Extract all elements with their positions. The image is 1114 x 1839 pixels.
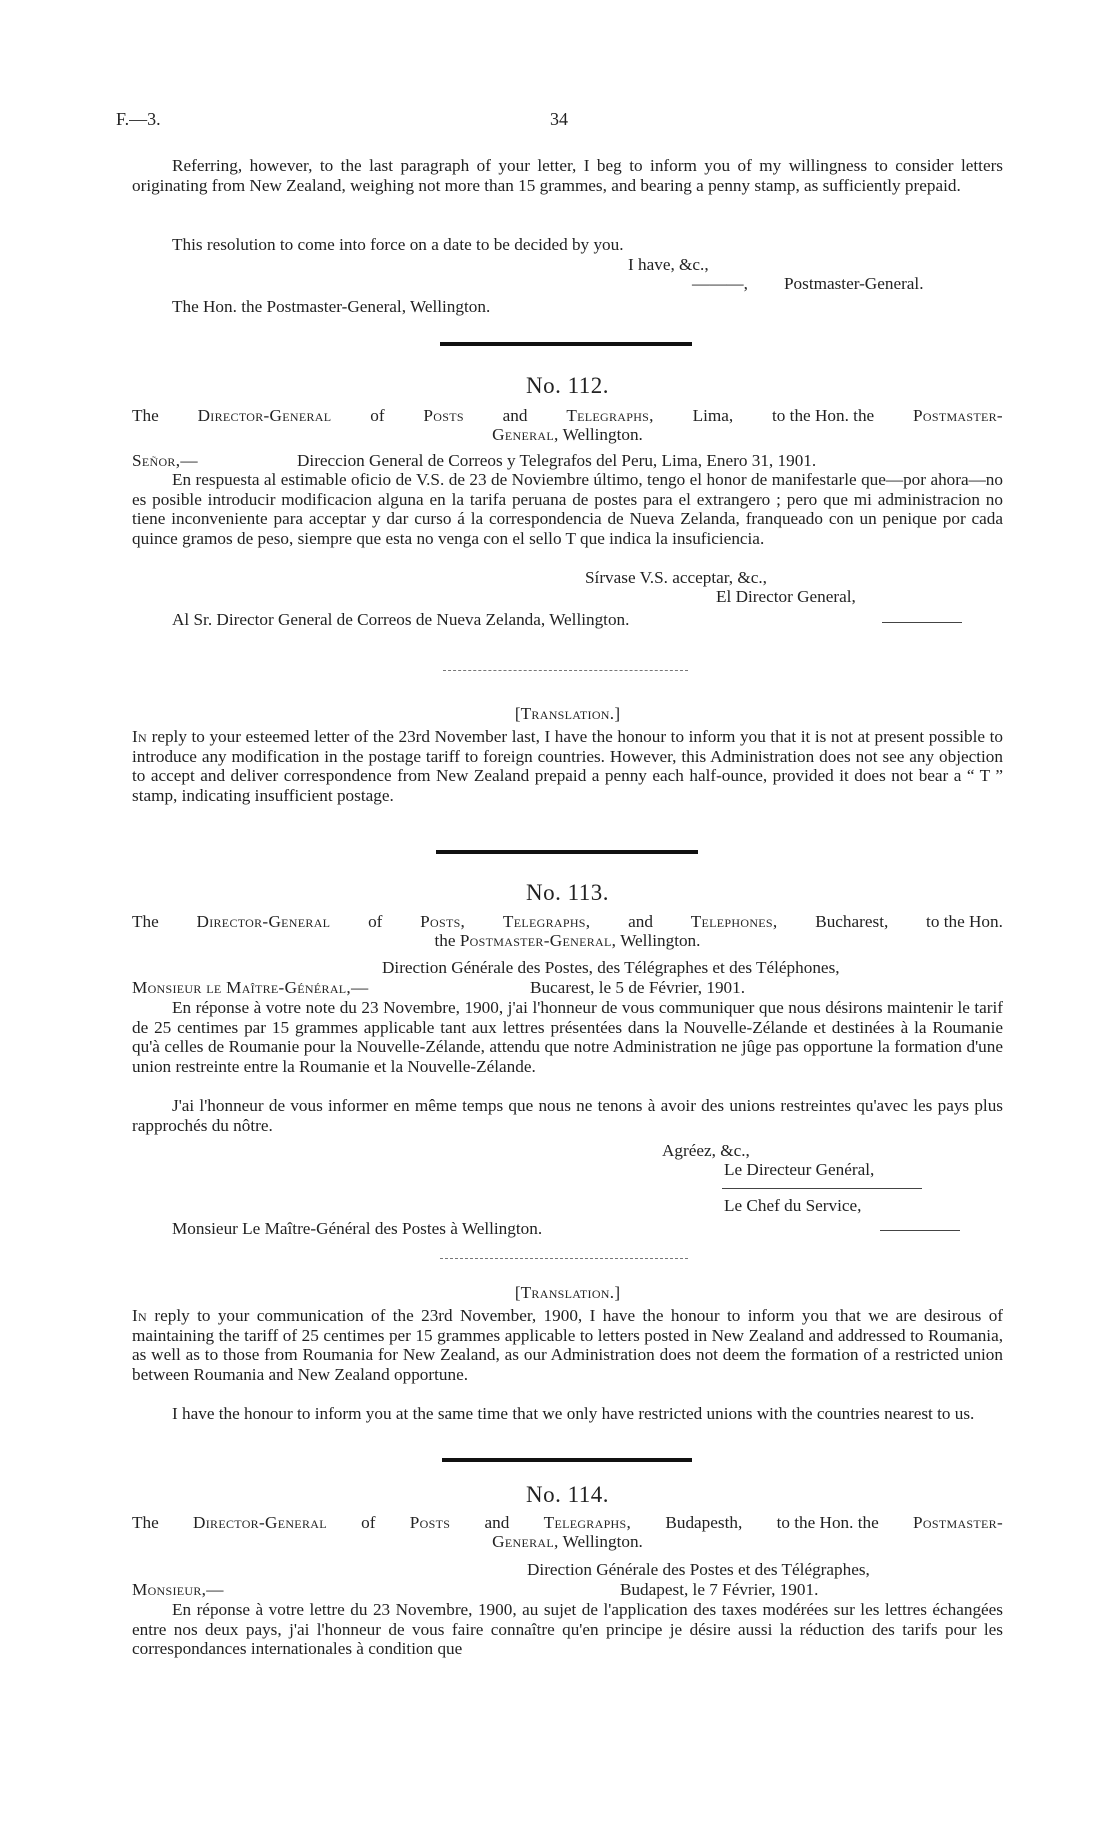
translation-paragraph [132,1306,1003,1384]
paragraph: En respuesta al estimable oficio de V.S. de 23 de Noviembre último, tengo el honor de manifestarle que—por ahora—no es posible introducir modificacion alguna en la tarifa peruana de postes para el extrangero ; pero que mi administracion no tiene inconveniente para acceptar y dar curso á la correspondencia de Nueva Zelanda, franqueado con un penique por cada quince gramos de peso, siempre que esta no venga con el sello T que indica la insuficiencia. [132,470,1003,548]
signature-rule [722,1188,922,1189]
letter-subheading-line2 [132,1532,1003,1552]
letter-subheading [132,1513,1003,1533]
subheading-word: of [361,1513,376,1532]
paragraph: En réponse à votre lettre du 23 Novembre, 1900, au sujet de l'application des taxes modérées sur les lettres échangées entre nos deux pays, j'ai l'honneur de vous faire connaître qu'en principe je désire aussi la réduction des tarifs pour les correspondances internationales à condition que [132,1600,1003,1659]
subheading-word: Director-General [197,406,332,425]
subheading-word: Wellington. [562,425,643,444]
signature: Le Directeur Genéral, [724,1160,875,1179]
subheading-word: of [368,912,383,931]
document-reference: F.—3. [116,109,161,129]
translation-text: reply to your esteemed letter of the 23rd November last, I have the honour to inform you that it is not at present possible to introduce any modification in the postage tariff to foreign countries. However, this Administration does not see any objection to accept and deliver correspondence from New Zealand prepaid a penny each half-ounce, provided it does not bear a “ T ” stamp, indicating insufficient postage. [132,727,1003,805]
translation-first-word: In [132,1306,147,1325]
subheading-word: to the Hon. the [772,406,875,425]
section-divider [440,342,692,346]
subheading-word: Postmaster-General, [459,931,617,950]
letter-origin: Direction Générale des Postes et des Télégraphes, [527,1560,870,1579]
signature-dash: ———, [692,274,748,293]
letter-heading: No. 112. [525,373,609,398]
subheading-word: The [132,1513,159,1532]
subheading-word: Director-General [196,912,331,931]
translation-paragraph: I have the honour to inform you at the same time that we only have restricted unions with the countries nearest to us. [172,1404,975,1423]
subheading-word: and [502,406,528,425]
salutation: Monsieur,— [132,1580,224,1599]
letter-address: Al Sr. Director General de Correos de Nueva Zelanda, Wellington. [172,610,630,629]
signature: Postmaster-General. [784,274,924,293]
paragraph: En réponse à votre note du 23 Novembre, 1900, j'ai l'honneur de vous communiquer que nous désirons maintenir le tarif de 25 centimes par 15 grammes applicable tant aux lettres présentées dans la Nouvelle-Zélande et destinées à la Roumanie qu'à celles de Roumanie pour la Nouvelle-Zélande, attendu que notre Administration ne jûge pas opportune la formation d'une union restreinte entre la Roumanie et la Nouvelle-Zélande. [132,998,1003,1076]
letter-subheading [132,912,1003,932]
translation-label: [Translation.] [514,1283,621,1302]
subheading-word: and [484,1513,510,1532]
subheading-word: to the Hon. the [776,1513,879,1532]
section-divider [436,850,698,854]
translation-label: [Translation.] [514,704,621,723]
letter-closing: I have, &c., [628,255,709,274]
section-divider-dotted [443,670,688,671]
subheading-word: The [132,406,159,425]
letter-heading: No. 114. [525,1482,609,1507]
subheading-word: of [370,406,385,425]
signature-rule [880,1230,960,1231]
translation-first-word: In [132,727,147,746]
letter-closing: Sírvase V.S. acceptar, &c., [585,568,767,587]
letter-address: Monsieur Le Maître-Général des Postes à Wellington. [172,1219,543,1238]
subheading-word: and [628,912,653,931]
subheading-word: Wellington. [620,931,701,950]
subheading-word: The [132,912,159,931]
subheading-word: Bucharest, [815,912,889,931]
letter-date: Bucarest, le 5 de Février, 1901. [530,978,746,997]
subheading-word: Telegraphs, [543,1513,632,1532]
subheading-word: Budapesth, [665,1513,743,1532]
signature: Le Chef du Service, [724,1196,862,1215]
page-number: 34 [550,109,568,129]
subheading-word: General, [492,425,559,444]
paragraph: J'ai l'honneur de vous informer en même temps que nous ne tenons à avoir des unions restreintes qu'avec les pays plus rapprochés du nôtre. [132,1096,1003,1135]
letter-subheading-line2 [132,425,1003,445]
letter-heading: No. 113. [525,880,609,905]
subheading-word: Postmaster- [913,406,1003,425]
subheading-word: Wellington. [562,1532,643,1551]
subheading-word: Director-General [193,1513,327,1532]
subheading-word: the [434,931,456,950]
subheading-word: General, [492,1532,559,1551]
signature: El Director General, [716,587,856,606]
translation-label-text: Translation. [520,704,615,723]
paragraph: This resolution to come into force on a date to be decided by you. [172,235,624,254]
subheading-word: to the Hon. [926,912,1003,931]
salutation: Monsieur le Maître-Général,— [132,978,369,997]
letter-subheading [132,406,1003,426]
letter-subheading-line2 [132,931,1003,951]
section-divider [442,1458,692,1462]
subheading-word: Lima, [692,406,734,425]
subheading-word: Telegraphs, [502,912,591,931]
subheading-word: Telephones, [690,912,778,931]
signature-rule [882,622,962,623]
letter-origin: Direccion General de Correos y Telegrafos del Peru, Lima, Enero 31, 1901. [297,451,817,470]
translation-paragraph [132,727,1003,805]
letter-address: The Hon. the Postmaster-General, Wellington. [172,297,491,316]
letter-closing: Agréez, &c., [662,1141,750,1160]
translation-label-text: Translation. [520,1283,615,1302]
subheading-word: Postmaster- [913,1513,1003,1532]
subheading-word: Telegraphs, [566,406,654,425]
subheading-word: Posts, [420,912,466,931]
letter-origin: Direction Générale des Postes, des Télégraphes et des Téléphones, [382,958,840,977]
letter-date: Budapest, le 7 Février, 1901. [620,1580,819,1599]
subheading-word: Posts [409,1513,451,1532]
section-divider-dotted [440,1258,688,1259]
subheading-word: Posts [423,406,464,425]
salutation: Señor,— [132,451,198,470]
paragraph: Referring, however, to the last paragraph of your letter, I beg to inform you of my willingness to consider letters originating from New Zealand, weighing not more than 15 grammes, and bearing a penny stamp, as sufficiently prepaid. [132,156,1003,195]
translation-text: reply to your communication of the 23rd November, 1900, I have the honour to inform you that we are desirous of maintaining the tariff of 25 centimes per 15 grammes applicable to letters posted in New Zealand and addressed to Roumania, as well as to those from Roumania for New Zealand, as our Administration does not deem the formation of a restricted union between Roumania and New Zealand opportune. [132,1306,1004,1384]
